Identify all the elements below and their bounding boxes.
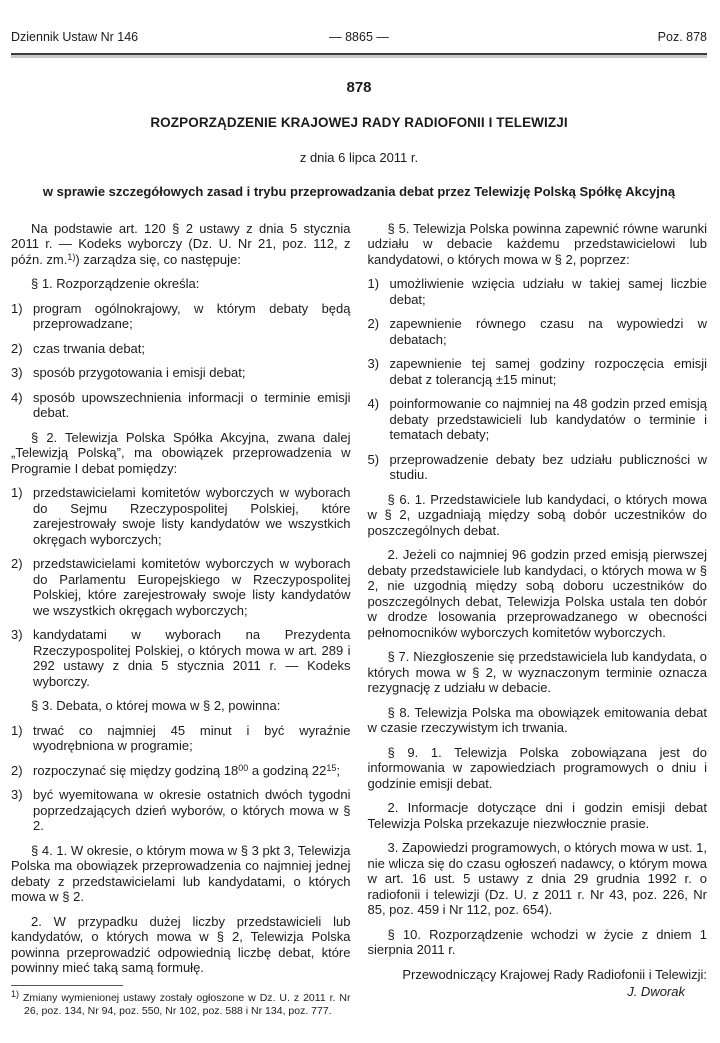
section-5-paragraph: § 5. Telewizja Polska powinna zapewnić równe warunki udziału w debacie każdemu przedstawicielowi lub kandydatowi, o których mowa w § 2, poprzez:: [367, 220, 707, 267]
section-3-heading: § 3. Debata, o której mowa w § 2, powinna:: [31, 698, 281, 713]
footnote-marker: 1): [11, 988, 20, 999]
list-item-s5-1: [368, 276, 708, 307]
time-text-3: ;: [336, 762, 340, 778]
item-number: 1): [367, 276, 380, 291]
item-number: 3): [11, 787, 23, 802]
intro-paragraph: [11, 221, 351, 268]
page-number: — 8865 —: [329, 30, 389, 44]
item-number: 1): [11, 722, 23, 738]
intro-text-2: ) zarządza się, co następuje:: [75, 251, 241, 267]
item-number: 1): [11, 485, 23, 500]
act-date: z dnia 6 lipca 2011 r.: [299, 149, 419, 165]
signature-name: J. Dworak: [627, 984, 685, 999]
item-number: 3): [11, 365, 23, 380]
section-10-paragraph: § 10. Rozporządzenie wchodzi w życie z dniem 1 sierpnia 2011 r.: [367, 926, 707, 957]
act-subject: w sprawie szczegółowych zasad i trybu przeprowadzania debat przez Telewizję Polską Spółkę Akcyjną: [42, 184, 676, 199]
time-superscript-2: 15: [326, 762, 337, 773]
list-item-s1-3: [11, 365, 351, 381]
signature-role: Przewodniczący Krajowej Rady Radiofonii i Telewizji:: [402, 966, 707, 982]
section-8-paragraph: § 8. Telewizja Polska ma obowiązek emitowania debat w czasie rzeczywistym ich trwania.: [367, 704, 707, 735]
item-text: sposób przygotowania i emisji debat;: [33, 365, 246, 380]
section-2-paragraph: § 2. Telewizja Polska Spółka Akcyjna, zwana dalej „Telewizją Polską”, ma obowiązek przeprowadzenia w Programie I debat pomiędzy:: [11, 429, 351, 476]
list-item-s2-1: [11, 485, 351, 547]
section-1-heading: § 1. Rozporządzenie określa:: [31, 276, 200, 291]
right-column: [368, 221, 708, 1022]
time-text-1: rozpoczynać się między godziną 18: [33, 762, 239, 778]
item-text: przedstawicielami komitetów wyborczych w wyborach do Sejmu Rzeczypospolitej Polskiej, które zarejestrowały swoje listy kandydatów we wszystkich okręgach wyborczych;: [33, 485, 351, 547]
section-6-paragraph-2: 2. Jeżeli co najmniej 96 godzin przed emisją pierwszej debaty przedstawiciele lub kandydaci, o których mowa w § 2, nie uzgodnią między sobą doboru uczestników do poszczególnych debat, Telewizja Polska ustala ten dobór w drodze losowania przeprowadzanego w obecności pełnomocników wyborczych komitetów wyborczych.: [367, 547, 707, 640]
item-text: umożliwienie wzięcia udziału w takiej samej liczbie debat;: [389, 276, 707, 307]
running-header: [11, 30, 707, 55]
item-text: być wyemitowana w okresie ostatnich dwóch tygodni poprzedzających dzień wyborów, o których mowa w § 2.: [33, 787, 351, 833]
item-text: program ogólnokrajowy, w którym debaty będą przeprowadzane;: [33, 300, 351, 331]
two-column-body: [11, 221, 707, 1022]
item-text: przeprowadzenie debaty bez udziału publiczności w studiu.: [389, 451, 707, 482]
footnote-ref-marker: 1): [67, 251, 76, 262]
item-text: kandydatami w wyborach na Prezydenta Rzeczypospolitej Polskiej, o których mowa w art. 289 i 292 ustawy z dnia 5 stycznia 2011 r. — Kodeks wyborczy.: [33, 627, 351, 689]
item-text: trwać co najmniej 45 minut i być wyraźnie wyodrębniona w programie;: [33, 722, 351, 753]
list-item-s5-4: [368, 396, 708, 443]
item-number: 4): [367, 396, 380, 411]
list-item-s5-2: [368, 316, 708, 347]
list-item-s5-3: [368, 356, 708, 387]
left-column: [11, 221, 351, 1022]
section-9-paragraph-3: 3. Zapowiedzi programowych, o których mowa w ust. 1, nie wlicza się do czasu ogłoszeń nadawcy, o którym mowa w art. 16 ust. 5 ustawy z dnia 29 grudnia 1992 r. o radiofonii i telewizji (Dz. U. z 2011 r. Nr 43, poz. 226, Nr 85, poz. 459 i Nr 112, poz. 654).: [367, 840, 707, 917]
section-6-paragraph-1: § 6. 1. Przedstawiciele lub kandydaci, o których mowa w § 2, uzgadniają między sobą dobór uczestników do poszczególnych debat.: [367, 491, 707, 538]
time-superscript-1: 00: [238, 762, 249, 773]
list-item-s3-1: [11, 723, 351, 754]
footnote-body: Zmiany wymienionej ustawy zostały ogłoszone w Dz. U. z 2011 r. Nr 26, poz. 134, Nr 94, poz. 550, Nr 102, poz. 588 i Nr 134, poz. 777.: [19, 991, 351, 1017]
footnote: [11, 985, 351, 1032]
item-number: 3): [11, 627, 23, 642]
list-item-s1-2: [11, 341, 351, 357]
item-number: 2): [11, 762, 23, 778]
section-9-paragraph-1: § 9. 1. Telewizja Polska zobowiązana jest do informowania w zapowiedziach programowych o dniu i godzinie emisji debat.: [367, 744, 707, 791]
list-item-s1-4: [11, 390, 351, 421]
list-item-s2-3: [11, 627, 351, 689]
item-text: [33, 763, 351, 779]
position-ref: Poz. 878: [657, 30, 707, 44]
section-9-paragraph-2: 2. Informacje dotyczące dni i godzin emisji debat Telewizja Polska przekazuje niezwłocznie prasie.: [367, 800, 707, 831]
intro-text-1: Na podstawie art. 120 § 2 ustawy z dnia 5 stycznia 2011 r. — Kodeks wyborczy (Dz. U. Nr 21, poz. 112, z późn. zm.: [11, 220, 351, 267]
section-4-paragraph-2: 2. W przypadku dużej liczby przedstawicieli lub kandydatów, o których mowa w § 2, Telewizja Polska powinna przeprowadzić odpowiednią liczbę debat, które powinny mieć taką samą formułę.: [11, 913, 351, 975]
journal-title: Dziennik Ustaw Nr 146: [11, 30, 139, 44]
list-item-s3-2: [11, 763, 351, 779]
item-number: 2): [367, 316, 380, 331]
item-number: 1): [11, 300, 23, 316]
footnote-text: [11, 988, 351, 1018]
item-text: sposób upowszechnienia informacji o terminie emisji debat.: [33, 389, 351, 420]
item-number: 2): [11, 340, 23, 356]
item-text: czas trwania debat;: [33, 340, 146, 356]
item-text: zapewnienie równego czasu na wypowiedzi w debatach;: [389, 316, 707, 347]
item-text: przedstawicielami komitetów wyborczych w wyborach do Parlamentu Europejskiego w Rzeczypospolitej Polskiej, które zarejestrowały swoje listy kandydatów we wszystkich okręgach wyborczych;: [33, 556, 351, 618]
footnote-rule: [11, 985, 123, 986]
list-item-s3-3: [11, 787, 351, 834]
item-text: poinformowanie co najmniej na 48 godzin przed emisją debaty przedstawicieli lub kandydatów o terminie i tematach debaty;: [389, 396, 707, 442]
list-item-s2-2: [11, 556, 351, 618]
section-4-paragraph-1: § 4. 1. W okresie, o którym mowa w § 3 pkt 3, Telewizja Polska ma obowiązek przeprowadzenia co najmniej jednej debaty z przedstawicielami lub kandydatami, o których mowa w § 2.: [11, 842, 351, 904]
item-number: 3): [367, 356, 380, 371]
signature-block: [368, 967, 708, 1028]
item-number: 4): [11, 389, 23, 405]
act-title: ROZPORZĄDZENIE KRAJOWEJ RADY RADIOFONII I TELEWIZJI: [150, 115, 568, 130]
act-number: 878: [346, 78, 372, 96]
time-text-2: a godziną 22: [248, 762, 327, 778]
list-item-s5-5: [368, 452, 708, 483]
item-number: 5): [367, 451, 380, 467]
item-text: zapewnienie tej samej godziny rozpoczęcia emisji debat z tolerancją ±15 minut;: [389, 356, 707, 387]
list-item-s1-1: [11, 301, 351, 332]
item-number: 2): [11, 556, 23, 571]
section-7-paragraph: § 7. Niezgłoszenie się przedstawiciela lub kandydata, o których mowa w § 2, w wyznaczonym terminie oznacza rezygnację z udziału w debacie.: [367, 649, 707, 695]
